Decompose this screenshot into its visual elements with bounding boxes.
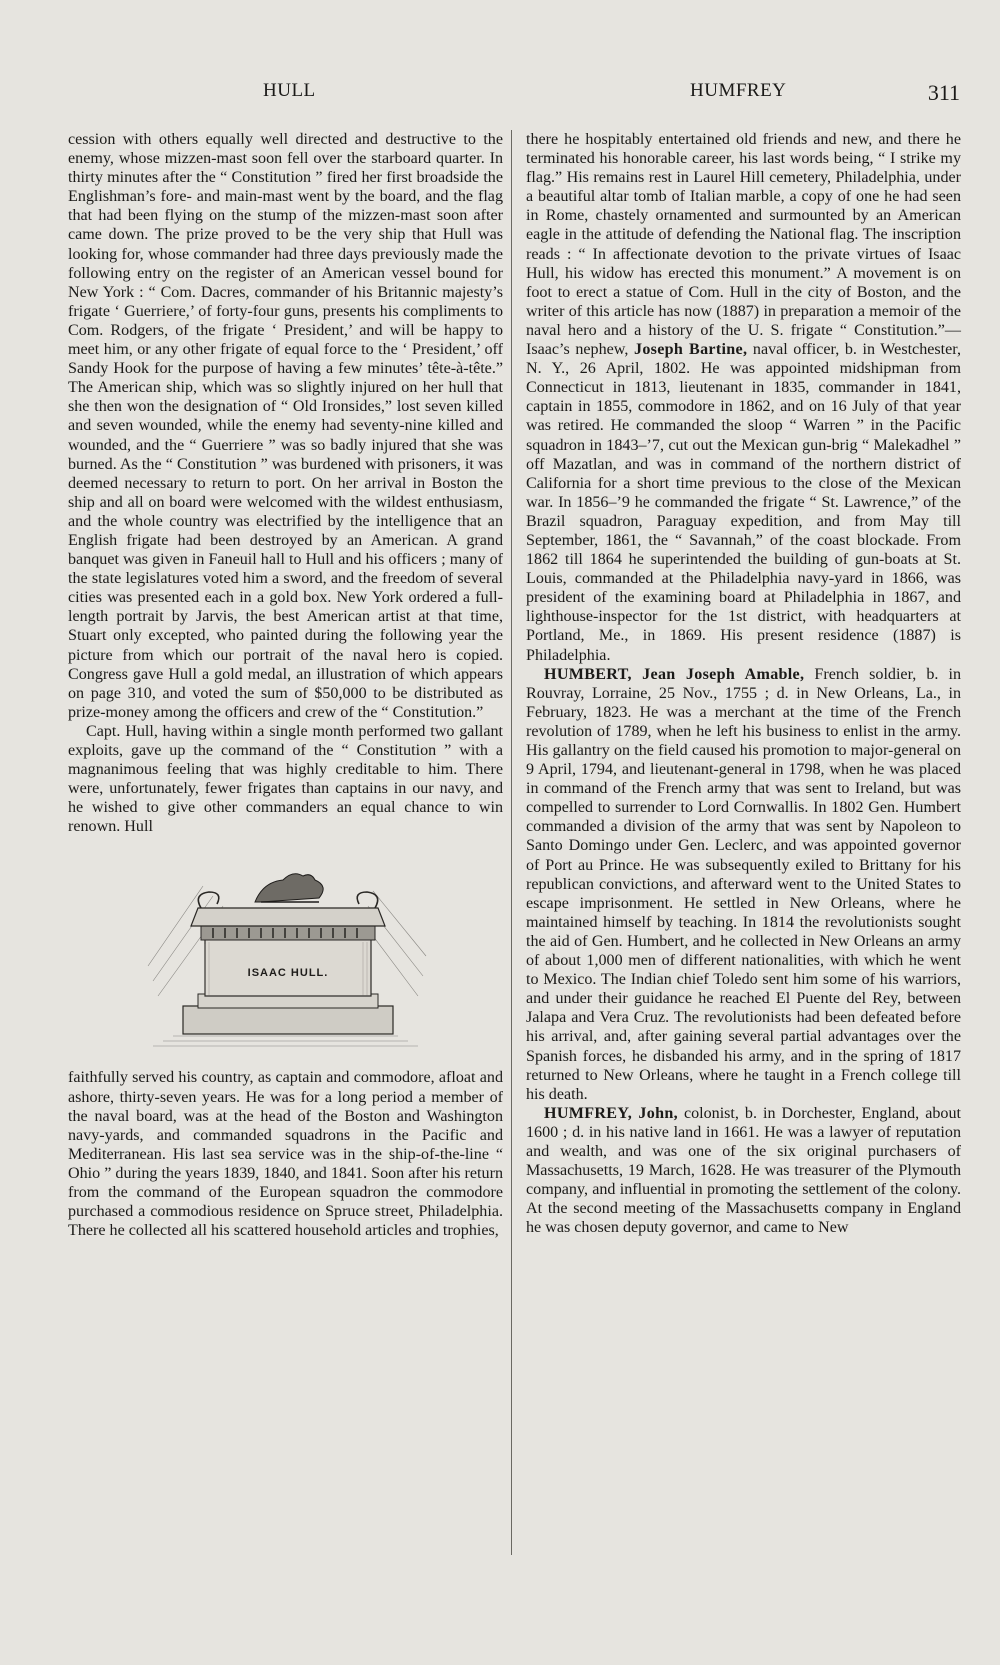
humbert-text: French soldier, b. in Rouvray, Lorraine, 25 Nov., 1755 ; d. in New Orleans, La., in February, 1823. He was a merchant at the time of the French revolution of 1789, when he left his business to enlist in the army. His gallantry on the field caused his promotion to major-general on 9 April, 1794, and lieutenant-general in 1798, when he was placed in command of the French army that was sent to Ireland, but was compelled to surrender to Lord Cornwallis. In 1802 Gen. Humbert commanded a division of the army that was sent by Napoleon to Santo Domingo under Gen. Leclerc, and was appointed governor of Port au Prince. He was subsequently exiled to Brittany for his republican convictions, and afterward went to the United States to escape imprisonment. He settled in New Orleans, where he maintained himself by teaching. In 1814 the revolutionists sought the aid of Gen. Humbert, and he collected in New Orleans an army of about 1,000 men of different nationalities, with which he went to Mexico. The Indian chief Toledo sent him some of his warriors, and under their guidance he reached El Puente del Rey, between Jalapa and Vera Cruz. The revolutionists had been defeated before his arrival, and, after gaining several partial advantages over the Spanish forces, he disbanded his army, and in the spring of 1817 returned to New Orleans, where he taught in a French college till his death. xyxy=(526,665,961,1103)
joseph-bartine-text: naval officer, b. in Westchester, N. Y., 26 April, 1802. He was appointed midshipman from Connecticut in 1813, lieutenant in 1835, commander in 1841, captain in 1855, commodore in 1862, and on 16 July of that year was retired. He commanded the sloop “ Warren ” in the Pacific squadron in 1843–’7, cut out the Mexican gun-brig “ Malekadhel ” off Mazatlan, and was in command of the northern district of California for a short time previous to the close of the Mexican war. In 1856–’9 he commanded the frigate “ St. Lawrence,” of the Brazil squadron, Paraguay expedition, and from May till September, 1861, the “ Savannah,” of the coast blockade. From 1862 till 1864 he superintended the building of gun-boats at St. Louis, commanded at the Philadelphia navy-yard in 1866, was president of the examining board at Philadelphia in 1867, and lighthouse-inspector for the 1st district, with headquarters at Portland, Me., in 1869. His present residence (1887) is Philadelphia. xyxy=(526,341,962,664)
running-header xyxy=(68,80,960,116)
left-paragraph-1: cession with others equally well directed and destructive to the enemy, whose mizzen-mast soon fell over the starboard quarter. In thirty minutes after the “ Constitution ” fired her first broadside the Englishman’s fore- and main-mast went by the board, and the flag that had been flying on the stump of the mizzen-mast soon after came down. The prize proved to be the very ship that Hull was looking for, whose commander had three days previously made the following entry on the register of an American vessel bound for New York : “ Com. Dacres, commander of his Britannic majesty’s frigate ‘ Guerriere,’ of forty-four guns, presents his compliments to Com. Rodgers, of the frigate ‘ President,’ and will be happy to meet him, or any other frigate of equal force to the ‘ President,’ off Sandy Hook for the purpose of having a few minutes’ tête-à-tête.” The American ship, which was so slightly injured on her hull that she then won the designation of “ Old Ironsides,” lost seven killed and seven wounded, while the enemy had seventy-nine killed and wounded, and the “ Guerriere ” was so badly injured that she was burned. As the “ Constitution ” was burdened with prisoners, it was deemed necessary to return to port. On her arrival in Boston the ship and all on board were welcomed with the wildest enthusiasm, and the whole country was electrified by the intelligence that an English frigate had been destroyed by an American. A grand banquet was given in Faneuil hall to Hull and his officers ; many of the state legislatures voted him a sword, and the freedom of several cities was presented each in a gold box. New York ordered a full-length portrait by Jarvis, the best American artist at that time, Stuart only excepted, who painted during the following year the picture from which our portrait of the naval hero is copied. Congress gave Hull a gold medal, an illustration of which appears on page 310, and voted the sum of $50,000 to be distributed as prize-money among the officers and crew of the “ Constitution.” xyxy=(68,131,503,721)
left-column xyxy=(68,130,503,1240)
left-paragraph-3: faithfully served his country, as captain and commodore, afloat and ashore, thirty-seven years. He was for a long period a member of the naval board, was at the head of the Boston and Washington navy-yards, and commanded squadrons in the Pacific and Mediterranean. His last sea service was in the ship-of-the-line “ Ohio ” during the years 1839, 1840, and 1841. Soon after his return from the command of the European squadron the commodore purchased a commodious residence on Spruce street, Philadelphia. There he collected all his scattered household articles and trophies, xyxy=(68,1069,503,1240)
humbert-headword: HUMBERT, Jean Joseph Amable, xyxy=(544,665,805,683)
left-running-head: HULL xyxy=(263,80,316,101)
tomb-illustration xyxy=(143,846,428,1056)
column-divider xyxy=(511,130,512,1555)
right-paragraph-1 xyxy=(526,130,961,665)
right-column xyxy=(526,130,961,1237)
humfrey-headword: HUMFREY, John, xyxy=(544,1104,678,1122)
tomb-inscription: ISAAC HULL. xyxy=(247,967,329,980)
humfrey-entry xyxy=(526,1104,961,1238)
humbert-entry xyxy=(526,665,961,1104)
page-number: 311 xyxy=(927,80,960,105)
left-paragraph-2: Capt. Hull, having within a single month performed two gallant exploits, gave up the command of the “ Constitution ” with a magnanimous feeling that was highly creditable to him. There were, unfortunately, fewer frigates than captains in our navy, and he wished to give other commanders an equal chance to win renown. Hull xyxy=(68,722,503,836)
joseph-bartine-name: Joseph Bartine, xyxy=(633,341,748,359)
right-running-head: HUMFREY xyxy=(690,80,787,101)
humfrey-text: colonist, b. in Dorchester, England, about 1600 ; d. in his native land in 1661. He was a lawyer of reputation and wealth, and was one of the six original purchasers of Massachusetts, 19 March, 1628. He was treasurer of the Plymouth company, and influential in promoting the settlement of the colony. At the second meeting of the Massachusetts company in England he was chosen deputy governor, and came to New xyxy=(526,1104,961,1237)
hull-continuation-text: there he hospitably entertained old friends and new, and there he terminated his honorable career, his last words being, “ I strike my flag.” His remains rest in Laurel Hill cemetery, Philadelphia, under a beautiful altar tomb of Italian marble, a copy of one he had seen in Rome, chastely ornamented and surmounted by an American eagle in the attitude of defending the National flag. The inscription reads : “ In affectionate devotion to the private virtues of Isaac Hull, his widow has erected this monument.” A movement is on foot to erect a statue of Com. Hull in the city of Boston, and the writer of this article has now (1887) in preparation a memoir of the naval hero and a history of the U. S. frigate “ Constitution.”—Isaac’s nephew, xyxy=(526,131,961,359)
